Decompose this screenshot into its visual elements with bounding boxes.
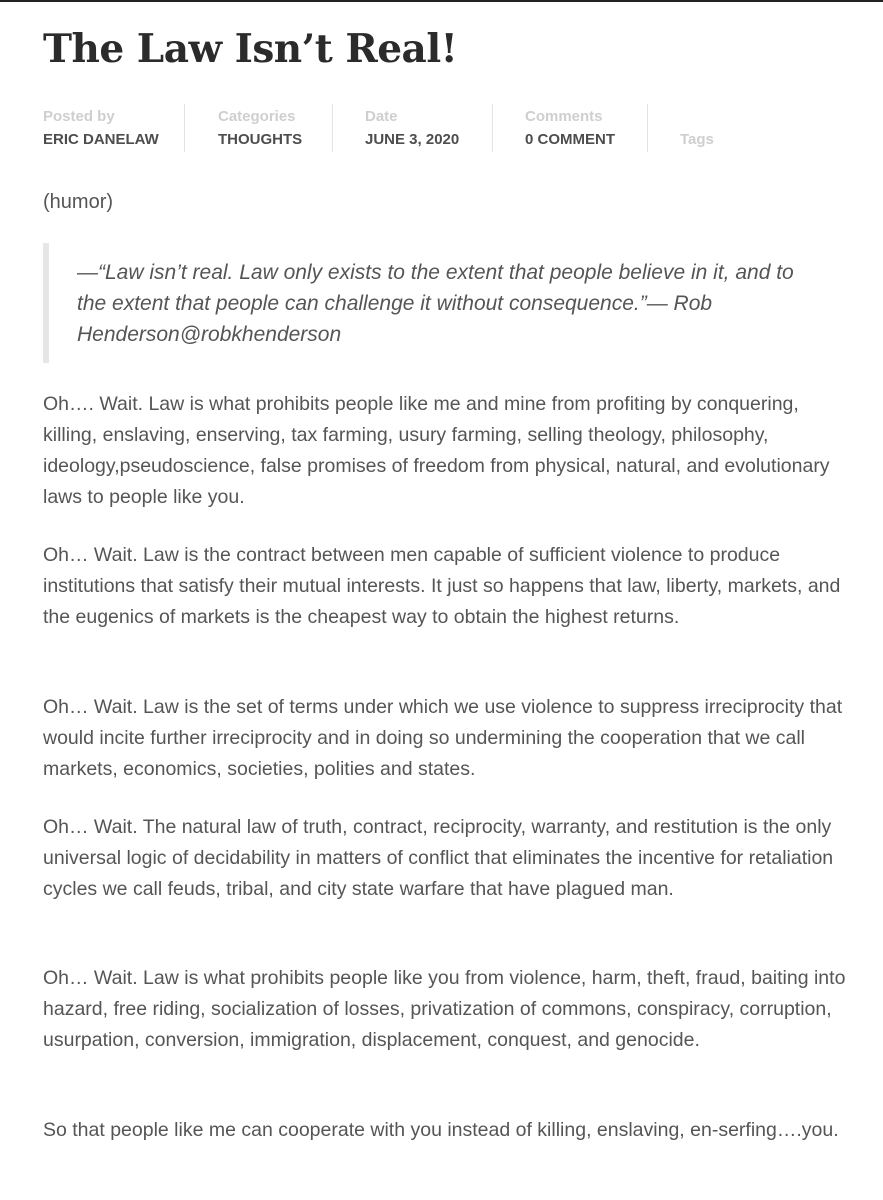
meta-categories [185,104,333,152]
meta-date [333,104,493,152]
meta-tags-label: Tags [680,131,714,148]
body-paragraph: Oh… Wait. Law is the set of terms under which we use violence to suppress irreciprocity that would incite further irreciprocity and in doing so undermining the cooperation that we call markets, economics, societies, polities and states. [43,696,843,780]
post-date: JUNE 3, 2020 [365,131,460,148]
body-paragraph: Oh… Wait. The natural law of truth, contract, reciprocity, warranty, and restitution is the only universal logic of decidability in matters of conflict that eliminates the incentive for retaliation cycles we call feuds, tribal, and city state warfare that have plagued man. [43,816,834,900]
post-tagline: (humor) [43,191,114,213]
meta-date-label: Date [365,108,398,125]
author-link[interactable]: ERIC DANELAW [43,131,159,148]
category-link[interactable]: THOUGHTS [218,131,303,148]
body-paragraph: Oh… Wait. Law is the contract between men capable of sufficient violence to produce institutions that satisfy their mutual interests. It just so happens that law, liberty, markets, and the eugenics of markets is the cheapest way to obtain the highest returns. [43,544,841,628]
blockquote [43,243,855,363]
meta-comments [493,104,648,152]
body-paragraph: So that people like me can cooperate with you instead of killing, enslaving, en-serfing….you. [43,1119,839,1141]
post-meta-bar [43,104,714,152]
post-title: The Law Isn’t Real! [43,26,458,72]
body-paragraph: Oh…. Wait. Law is what prohibits people like me and mine from profiting by conquering, killing, enslaving, enserving, tax farming, usury farming, selling theology, philosophy, ideology,pseudoscience, false promises of freedom from physical, natural, and evolutionary laws to people like you. [43,393,830,508]
meta-categories-label: Categories [218,108,296,125]
comments-link[interactable]: 0 COMMENT [525,131,615,148]
meta-posted-by-label: Posted by [43,108,115,125]
quote-text: —“Law isn’t real. Law only exists to the extent that people believe in it, and to the extent that people can challenge it without consequence.”— Rob Henderson@robkhenderson [77,261,794,346]
body-paragraph: Oh… Wait. Law is what prohibits people like you from violence, harm, theft, fraud, baiting into hazard, free riding, socialization of losses, privatization of commons, conspiracy, corruption, usurpation, conversion, immigration, displacement, conquest, and genocide. [43,967,846,1051]
meta-tags [648,104,714,152]
meta-comments-label: Comments [525,108,603,125]
meta-posted-by [43,104,185,152]
